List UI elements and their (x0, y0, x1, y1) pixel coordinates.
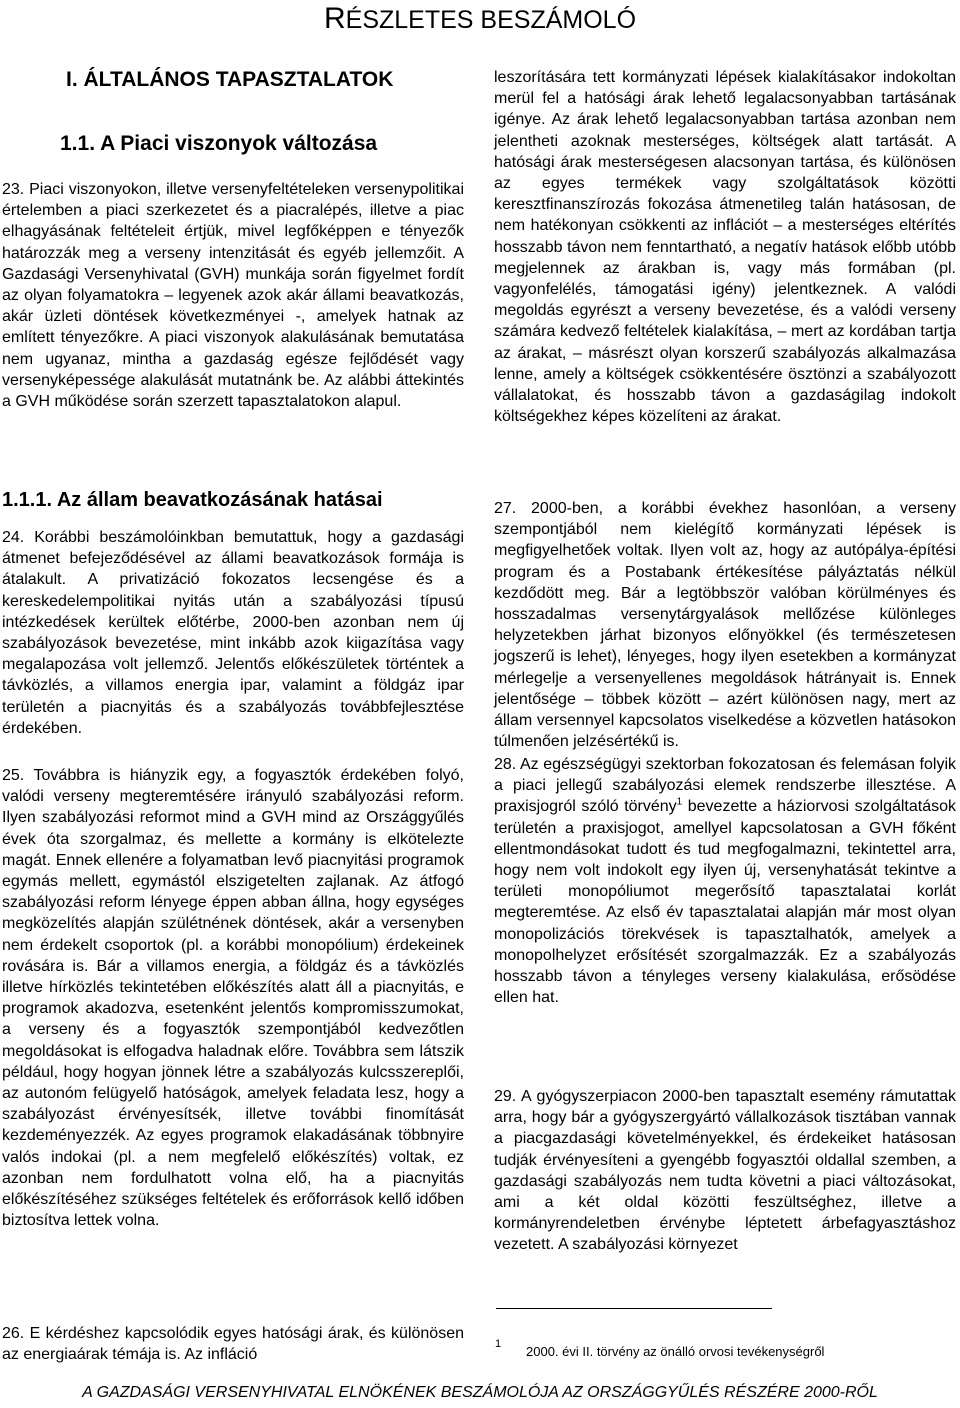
paragraph-24: 24. Korábbi beszámolóinkban bemutattuk, hogy a gazdasági átmenet befejeződésével az állami beavatkozások formája is átalakult. A privatizáció fokozatos lecsengése és a kereskedelempolitikai nyitás után a szabályozási típusú intézkedések kerültek előtérbe, 2000-ben azonban nem új szabályozások bevezetése, mint inkább azok kiigazítása vagy megalapozása volt jellemző. Jelentős előkészületek történtek a távközlés, a villamos energia ipar, valamint a földgáz ipar területén a piacnyitás és a szabályozás továbbfejlesztése érdekében. (2, 529, 464, 737)
paragraph-28 (494, 754, 956, 1008)
paragraph-25: 25. Továbbra is hiányzik egy, a fogyasztók érdekében folyó, valódi verseny megteremtésére irányuló szabályozási reform. Ilyen szabályozási reformot mind a GVH mind az Országgyűlés évek óta szorgalmaz, és mellette a kormány is elkötelezte magát. Ennek ellenére a folyamatban levő piacnyitási programok egymás mellett, egymástól elszigetelten zajlanak. Az átfogó szabályozási reform lényege éppen abban állna, hogy egységes megközelítés alapján szülétnének döntések, akár a versenyben nem érdekelt csoportok (pl. a korábbi monopólium) érdekeinek rovására is. Bár a villamos energia, a földgáz és a távközlés illetve hírközlés tekintetében előkészítés alatt áll a piacnyitás, e programok akadozva, esetenként jelentős kompromisszumokat, a verseny és a fogyasztók szempontjából kedvezőtlen megoldásokat is elfogadva haladnak előre. Továbbra sem látszik például, hogy hogyan jönnek létre a szabályozás kulcsszereplői, az autonóm felügyelő hatóságok, amelyek feladata lesz, hogy a szabályozást érvényesítsék, illetve további finomítását kezdeményezzék. Az egyes programok elakadásának többnyire valós indokai (pl. a nem megfelelő előkészítés) voltak, ez azonban nem fordulhatott volna elő, ha a piacnyitás előkészítéséhez szükséges feltételek és erőforrások kellő időben biztosítva lettek volna. (2, 767, 464, 1230)
paragraph-27: 27. 2000-ben, a korábbi évekhez hasonlóan, a verseny szempontjából nem kielégítő kormányzati lépések is megfigyelhetőek voltak. Ilyen volt az, hogy az autópálya-építési program és a Postabank értékesítése pályáztatás nélkül kezdődött meg. Bár a legtöbbször valóban körülményes és hosszadalmas versenytárgyalások mellőzése különleges helyzetekben járhat bizonyos előnyökkel (és természetesen jogszerű is lehet), lényeges, hogy ilyen esetekben a kormányzat mérlegelje a versenyellenes megoldások hátrányait is. Ennek jelentősége – többek között – azért különösen nagy, mert az állam versennyel kapcsolatos viselkedése a közvetlen hatásokon túlmenően jelzésértékű is. (494, 500, 956, 751)
paragraph-28-part-a: 28. Az egészségügyi szektorban fokozatosan és felemásan folyik a piaci jellegű szabályozási elemek rendszerbe illesztése. A praxisjogról szóló törvény (494, 756, 956, 816)
section-heading-1-1-1: 1.1.1. Az állam beavatkozásának hatásai (2, 489, 383, 511)
page-footer: A GAZDASÁGI VERSENYHIVATAL ELNÖKÉNEK BESZÁMOLÓJA AZ ORSZÁGGYŰLÉS RÉSZÉRE 2000-RŐL (82, 1384, 878, 1401)
paragraph-26-continued: leszorítására tett kormányzati lépések kialakításakor indokoltan merül fel a hatósági árak lehető legalacsonyabban tartásának igénye. Az árak lehető legalacsonyabban tartása azonban nem jelentheti azoknak mesterséges, költségek alatt tartását. A hatósági árak mesterségesen alacsonyan tartása, és különösen az egyes termékek vagy szolgáltatások közötti keresztfinanszírozás fokozása átmenetileg talán hatásosan, de nem hatékonyan csökkenti az inflációt – a mesterséges eltérítés hosszabb távon nem fenntartható, a negatív hatások előbb utóbb megjelennek az árakban is, vagy más formában (pl. vagyonfelélés, támogatási igény) jelentkeznek. A valódi megoldás egyrészt a verseny bevezetése, és a valódi verseny számára kedvező feltételek kialakítása, – mert az kordában tartja az árakat, – másrészt olyan korszerű szabályozás alkalmazása lenne, amely a költségek csökkentésére ösztönzi a szabályozott vállalatokat, és hosszabb távon a gazdaságilag indokolt költségekhez képes közelíteni az árakat. (494, 69, 956, 426)
section-heading-1-1: 1.1. A Piaci viszonyok változása (60, 132, 378, 155)
footnote-reference: 1 (676, 797, 683, 809)
section-heading-1: I. ÁLTALÁNOS TAPASZTALATOK (66, 68, 394, 91)
footnote-number: 1 (495, 1338, 502, 1350)
paragraph-26: 26. E kérdéshez kapcsolódik egyes hatósági árak, és különösen az energiaárak témája is. Az infláció (2, 1325, 464, 1364)
paragraph-28-part-b: bevezette a háziorvosi szolgáltatások területén a praxisjogot, amellyel kapcsolatosan a GVH főként ellentmondásokat tudott és tud megfogalmazni, tekintettel arra, hogy nem volt indokolt egy ilyen új, versenyhatását tekintve a területi monopóliumot megerősítő tapasztalatai korlát megteremtése. Az első év tapasztalatai alapján már most olyan monopolizációs törekvések is tapasztalhatók, amelyek a monopolhelyzet erősítését szorgalmazzák. Ez a szabályozás hosszabb távon a tényleges verseny kialakulása, erősödése ellen hat. (494, 798, 956, 1007)
page-title-rest: ÉSZLETES BESZÁMOLÓ (345, 6, 637, 34)
paragraph-23: 23. Piaci viszonyokon, illetve versenyfeltételeken versenypolitikai értelemben a piaci szerkezetet és a piacralépés, illetve a piac elhagyásának feltételeit értjük, mivel legfőképpen e tényezők határozzák meg a verseny intenzitását és egyéb jellemzőit. A Gazdasági Versenyhivatal (GVH) munkája során figyelmet fordít az olyan folyamatokra – legyenek azok akár állami beavatkozás, akár üzleti döntések következményei -, amelyek hatnak az említett tényezőkre. A piaci viszonyok alakulásának bemutatása nem ugyanaz, mintha a gazdaság egésze fejlődését vagy versenyképessége alakulását mutatnánk be. Az alábbi áttekintés a GVH működése során szerzett tapasztalatokon alapul. (2, 181, 464, 411)
page-title-initial: R (323, 2, 346, 35)
footnote-text: 2000. évi II. törvény az önálló orvosi tevékenységről (526, 1344, 825, 1359)
footnote-divider (496, 1308, 772, 1309)
paragraph-29: 29. A gyógyszerpiacon 2000-ben tapasztalt esemény rámutattak arra, hogy bár a gyógyszergyártó vállalkozások tisztában vannak a piacgazdasági követelményekkel, és érdekeiket hatásosan tudják érvényesíteni a gyengébb fogyasztói oldallal szemben, a gazdasági szabályozás nem tudta követni a piaci változásokat, ami a két oldal közötti feszültséghez, illetve a kormányrendeletben érvénybe léptetett árbefagyasztáshoz vezetett. A szabályozási környezet (494, 1088, 956, 1254)
page-title (0, 4, 960, 35)
